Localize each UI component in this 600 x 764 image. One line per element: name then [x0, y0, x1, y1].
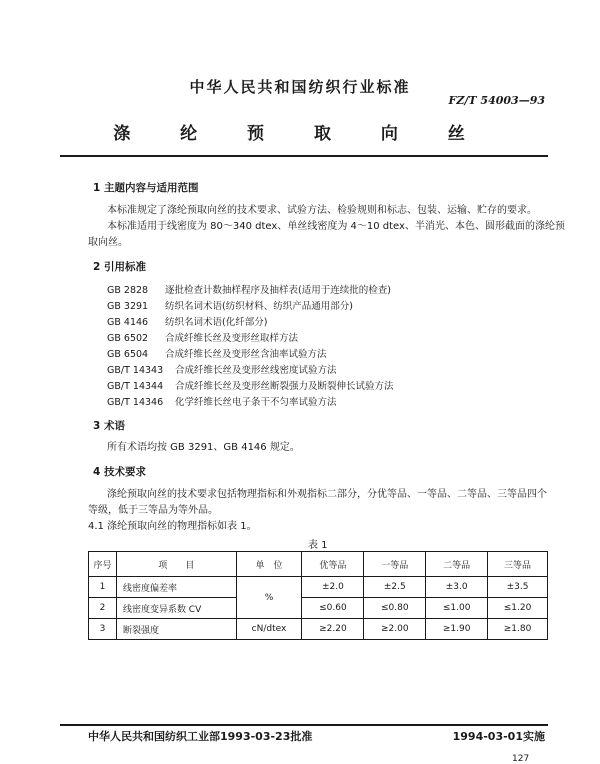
col-header-premium: 优等品	[302, 552, 364, 577]
table-row	[89, 577, 548, 598]
ref-item	[107, 330, 298, 344]
ref-code: GB/T 14346	[107, 397, 164, 408]
section-3-paragraph: 所有术语均按 GB 3291、GB 4146 规定。	[107, 442, 300, 453]
section-3-heading: 3 术语	[93, 420, 125, 432]
cell-value: ±3.0	[426, 577, 488, 598]
ref-title: 合成纤维长丝及变形丝线密度试验方法	[175, 365, 337, 376]
ref-code: GB 4146	[107, 317, 149, 328]
col-header-unit: 单 位	[236, 552, 302, 577]
cell-value: ±3.5	[488, 577, 548, 598]
section-1-paragraph-2: 本标准适用于线密度为 80～340 dtex、单丝线密度为 4～10 dtex、半消光、本色、圆形截面的涤纶预	[107, 221, 565, 232]
table-caption: 表 1	[308, 540, 328, 551]
header-rule	[60, 155, 548, 157]
table-row	[89, 619, 548, 640]
section-4-paragraph-cont: 等级，低于三等品为等外品。	[88, 505, 218, 516]
row-item: 线密度偏差率	[116, 577, 236, 598]
cell-value: ±2.5	[364, 577, 426, 598]
ref-title: 纺织名词术语(纺织材料、纺织产品通用部分)	[165, 301, 353, 312]
cell-value: ≤0.60	[302, 598, 364, 619]
ref-code: GB 6504	[107, 349, 149, 360]
ref-title: 合成纤维长丝及变形丝取样方法	[165, 333, 299, 344]
section-4-paragraph: 涤纶预取向丝的技术要求包括物理指标和外观指标二部分，分优等品、一等品、二等品、三等品四个	[107, 489, 547, 500]
row-no: 3	[89, 619, 117, 640]
section-4-1-text: 4.1 涤纶预取向丝的物理指标如表 1。	[88, 521, 257, 532]
col-header-second: 二等品	[426, 552, 488, 577]
ref-title: 化学纤维长丝电子条干不匀率试验方法	[175, 397, 337, 408]
row-item: 线密度变异系数 CV	[116, 598, 236, 619]
ref-item	[107, 394, 337, 408]
row-no: 1	[89, 577, 117, 598]
cell-value: ≥2.20	[302, 619, 364, 640]
table-header-row	[89, 552, 548, 577]
cell-value: ≥1.80	[488, 619, 548, 640]
row-unit: cN/dtex	[236, 619, 302, 640]
ref-item	[107, 314, 267, 328]
section-1-heading: 1 主题内容与适用范围	[93, 182, 199, 194]
ref-title: 合成纤维长丝及变形丝断裂强力及断裂伸长试验方法	[175, 381, 394, 392]
ref-title: 逐批检查计数抽样程序及抽样表(适用于连续批的检查)	[165, 285, 391, 296]
col-header-third: 三等品	[488, 552, 548, 577]
ref-item	[107, 378, 394, 392]
table-1	[88, 551, 548, 640]
standard-org-title: 中华人民共和国纺织行业标准	[189, 78, 411, 96]
page-number: 127	[512, 754, 530, 764]
ref-item	[107, 362, 337, 376]
table-row	[89, 598, 548, 619]
ref-code: GB 2828	[107, 285, 149, 296]
cell-value: ≥2.00	[364, 619, 426, 640]
row-item: 断裂强度	[116, 619, 236, 640]
ref-item	[107, 346, 327, 360]
footer-rule	[60, 724, 548, 726]
ref-code: GB/T 14343	[107, 365, 164, 376]
section-4-heading: 4 技术要求	[93, 466, 146, 478]
ref-title: 纺织名词术语(化纤部分)	[165, 317, 268, 328]
ref-code: GB 6502	[107, 333, 149, 344]
ref-item	[107, 282, 391, 296]
ref-code: GB/T 14344	[107, 381, 164, 392]
row-no: 2	[89, 598, 117, 619]
col-header-first: 一等品	[364, 552, 426, 577]
row-unit: %	[236, 577, 302, 619]
cell-value: ≤1.00	[426, 598, 488, 619]
ref-title: 合成纤维长丝及变形丝含油率试验方法	[165, 349, 327, 360]
col-header-item: 项 目	[116, 552, 236, 577]
ref-code: GB 3291	[107, 301, 149, 312]
section-2-heading: 2 引用标准	[93, 261, 146, 273]
document-title: 涤 纶 预 取 向 丝	[113, 124, 487, 144]
section-1-paragraph-1: 本标准规定了涤纶预取向丝的技术要求、试验方法、检验规则和标志、包装、运输、贮存的要求。	[107, 205, 537, 216]
section-1-paragraph-2-cont: 取向丝。	[88, 237, 128, 248]
approval-note: 中华人民共和国纺织工业部1993-03-23批准	[88, 730, 313, 743]
cell-value: ≥1.90	[426, 619, 488, 640]
standard-code: FZ/T 54003—93	[448, 94, 545, 107]
cell-value: ±2.0	[302, 577, 364, 598]
implementation-date: 1994-03-01实施	[452, 730, 545, 743]
ref-item	[107, 298, 353, 312]
cell-value: ≤0.80	[364, 598, 426, 619]
col-header-no: 序号	[89, 552, 117, 577]
cell-value: ≤1.20	[488, 598, 548, 619]
